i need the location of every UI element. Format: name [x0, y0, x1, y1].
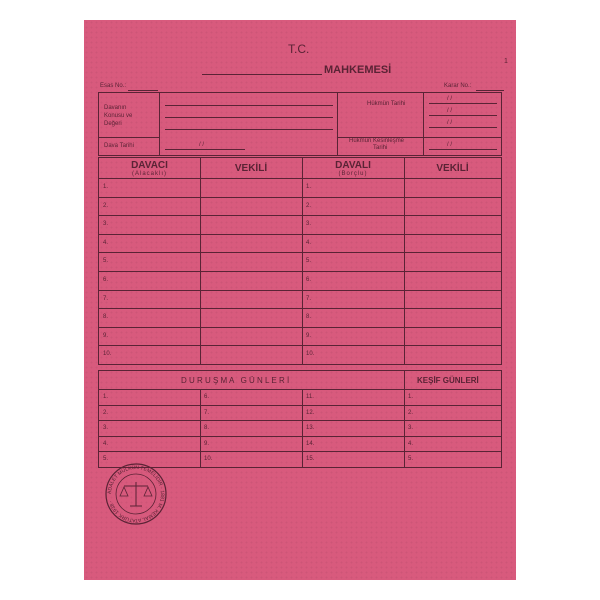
party-cell[interactable]: [99, 308, 200, 327]
esas-no-label: Esas No.:: [100, 83, 127, 89]
party-cell[interactable]: [99, 252, 200, 271]
davali-row-number: 2.: [306, 202, 312, 209]
party-cell[interactable]: [200, 290, 302, 309]
hearing-cell[interactable]: [99, 389, 200, 405]
konu-line-3[interactable]: [165, 129, 333, 130]
davali-row-number: 1.: [306, 184, 312, 190]
davali-row-number: 5.: [306, 258, 312, 265]
tc-heading: T.C.: [288, 42, 310, 56]
hearing-cell[interactable]: [200, 436, 302, 452]
karar-no-label: Karar No.:: [444, 83, 472, 89]
hearing-cell[interactable]: [200, 389, 302, 405]
hearing-cell[interactable]: [200, 451, 302, 467]
davaci-subtitle: (Alacaklı): [131, 171, 167, 177]
party-cell[interactable]: [404, 327, 501, 346]
karar-no-line[interactable]: [476, 90, 504, 91]
party-cell[interactable]: [302, 308, 404, 327]
kesif-row-number: 3.: [408, 425, 414, 432]
durusma-row-number: 15.: [306, 456, 315, 463]
dava-tarihi-line[interactable]: [165, 149, 245, 150]
kesif-row-number: 2.: [408, 409, 414, 416]
hearing-cell[interactable]: [302, 451, 404, 467]
davali-row-number: 6.: [306, 277, 312, 283]
durusma-row-number: 14.: [306, 440, 315, 447]
party-cell[interactable]: [302, 197, 404, 216]
party-cell[interactable]: [200, 252, 302, 271]
davali-subtitle: (Borçlu): [338, 171, 368, 177]
vekili-title-left: VEKİLİ: [234, 163, 268, 174]
party-cell[interactable]: [404, 178, 501, 197]
durusma-row-number: 5.: [103, 456, 109, 463]
party-cell[interactable]: [99, 178, 200, 197]
hearing-cell[interactable]: [404, 420, 501, 436]
party-cell[interactable]: [404, 234, 501, 253]
hearing-cell[interactable]: [404, 389, 501, 405]
info-divider-2: [337, 93, 338, 155]
davali-row-number: 3.: [306, 221, 312, 228]
davaci-row-number: 9.: [103, 332, 109, 339]
party-cell[interactable]: [99, 215, 200, 234]
davaci-row-number: 3.: [103, 221, 109, 228]
party-cell[interactable]: [200, 215, 302, 234]
hearing-cell[interactable]: [99, 420, 200, 436]
kesinlesme-label-1: Hükmün Kesinleşme: [349, 138, 405, 144]
party-cell[interactable]: [99, 234, 200, 253]
durusma-row-number: 2.: [103, 409, 109, 416]
party-cell[interactable]: [302, 178, 404, 197]
hearing-cell[interactable]: [302, 389, 404, 405]
davali-row-number: 9.: [306, 332, 312, 339]
hearing-cell[interactable]: [99, 436, 200, 452]
party-cell[interactable]: [99, 197, 200, 216]
vekili-header-right: [404, 164, 501, 174]
party-cell[interactable]: [302, 345, 404, 364]
davaci-row-number: 2.: [103, 202, 109, 209]
durusma-row-number: 8.: [204, 425, 210, 432]
kesif-title: KEŞİF GÜNLERİ: [417, 376, 479, 385]
hukum-date-slashes-1: / /: [447, 96, 453, 102]
info-row-line: [99, 137, 159, 138]
davaci-row-number: 10.: [103, 351, 112, 358]
davali-header: [302, 161, 404, 178]
justice-seal-icon: [104, 462, 168, 526]
kesif-row-number: 1.: [408, 394, 414, 400]
davanin-label-1: Davanın: [104, 105, 127, 111]
hukum-date-line-3[interactable]: [429, 127, 497, 128]
mahkemesi-heading: MAHKEMESİ: [324, 64, 392, 76]
info-box: [98, 92, 502, 156]
court-name-line: [202, 74, 322, 75]
hearing-cell[interactable]: [99, 405, 200, 421]
party-cell[interactable]: [302, 215, 404, 234]
party-cell[interactable]: [404, 197, 501, 216]
party-cell[interactable]: [200, 271, 302, 290]
party-cell[interactable]: [302, 327, 404, 346]
durusma-row-number: 11.: [306, 394, 314, 400]
davali-row-number: 4.: [306, 239, 312, 246]
davali-row-number: 10.: [306, 351, 315, 358]
party-cell[interactable]: [404, 215, 501, 234]
dava-tarihi-slashes: / /: [199, 142, 205, 148]
kesif-row-number: 5.: [408, 456, 414, 463]
davaci-row-number: 6.: [103, 277, 109, 283]
hearing-cell[interactable]: [404, 436, 501, 452]
party-cell[interactable]: [302, 234, 404, 253]
hukum-date-slashes-2: / /: [447, 108, 453, 114]
konu-line-1[interactable]: [165, 105, 333, 106]
hearing-cell[interactable]: [200, 405, 302, 421]
durusma-row-number: 9.: [204, 440, 210, 447]
esas-no-line[interactable]: [128, 90, 158, 91]
hearing-cell[interactable]: [302, 436, 404, 452]
party-cell[interactable]: [99, 345, 200, 364]
hukum-date-slashes-3: / /: [447, 120, 453, 126]
davanin-label-3: Değeri: [104, 121, 122, 127]
party-cell[interactable]: [200, 327, 302, 346]
hukum-date-line-1[interactable]: [429, 103, 497, 104]
davaci-row-number: 8.: [103, 314, 109, 321]
durusma-row-number: 7.: [204, 409, 210, 416]
party-cell[interactable]: [302, 290, 404, 309]
durusma-row-number: 3.: [103, 425, 109, 432]
durusma-title: D U R U Ş M A G Ü N L E R İ: [181, 376, 290, 385]
durusma-row-number: 4.: [103, 440, 109, 447]
durusma-row-number: 13.: [306, 425, 315, 432]
durusma-row-number: 10.: [204, 456, 213, 463]
davali-row-number: 8.: [306, 314, 312, 321]
hearing-cell[interactable]: [302, 405, 404, 421]
party-cell[interactable]: [404, 290, 501, 309]
corner-mark: 1: [504, 58, 508, 65]
hukmun-tarihi-label: Hükmün Tarihi: [367, 101, 406, 107]
party-cell[interactable]: [404, 308, 501, 327]
kesin-date-line[interactable]: [429, 149, 497, 150]
party-cell[interactable]: [99, 327, 200, 346]
party-cell[interactable]: [302, 271, 404, 290]
party-cell[interactable]: [200, 345, 302, 364]
davaci-header: [99, 161, 200, 178]
hearings-table: [98, 370, 502, 468]
party-cell[interactable]: [99, 290, 200, 309]
davaci-row-number: 5.: [103, 258, 109, 265]
davali-row-number: 7.: [306, 295, 312, 302]
vekili-header-left: [200, 164, 302, 174]
durusma-row-number: 12.: [306, 409, 315, 416]
kesin-date-slashes: / /: [447, 142, 453, 148]
davali-title: DAVALI: [335, 160, 371, 171]
davaci-row-number: 4.: [103, 239, 109, 246]
hearing-cell[interactable]: [404, 451, 501, 467]
dava-tarihi-label: Dava Tarihi: [104, 143, 134, 149]
party-cell[interactable]: [200, 234, 302, 253]
info-divider-1: [159, 93, 160, 155]
davaci-title: DAVACI: [131, 160, 168, 171]
party-cell[interactable]: [200, 178, 302, 197]
kesinlesme-label-2: Tarihi: [373, 145, 388, 151]
vekili-title-right: VEKİLİ: [436, 163, 469, 174]
davaci-row-number: 7.: [103, 295, 109, 302]
hearing-cell[interactable]: [404, 405, 501, 421]
party-cell[interactable]: [200, 308, 302, 327]
party-cell[interactable]: [99, 271, 200, 290]
hearing-cell[interactable]: [200, 420, 302, 436]
party-cell[interactable]: [200, 197, 302, 216]
party-cell[interactable]: [404, 345, 501, 364]
info-divider-3: [423, 93, 424, 155]
durusma-row-number: 6.: [204, 394, 210, 400]
hukum-date-line-2[interactable]: [429, 115, 497, 116]
seal-text: ADALET MÜLKÜN TEMELİDİR · 1881 M. KEMAL ATATÜRK 1938 ·: [106, 464, 166, 524]
parties-table: [98, 157, 502, 365]
davanin-label-2: Konusu ve: [104, 113, 133, 119]
konu-line-2[interactable]: [165, 117, 333, 118]
court-file-cover: [84, 20, 516, 580]
durusma-row-number: 1.: [103, 394, 109, 400]
party-cell[interactable]: [404, 252, 501, 271]
kesif-row-number: 4.: [408, 440, 414, 447]
hearing-cell[interactable]: [302, 420, 404, 436]
davaci-row-number: 1.: [103, 184, 109, 190]
party-cell[interactable]: [404, 271, 501, 290]
party-cell[interactable]: [302, 252, 404, 271]
